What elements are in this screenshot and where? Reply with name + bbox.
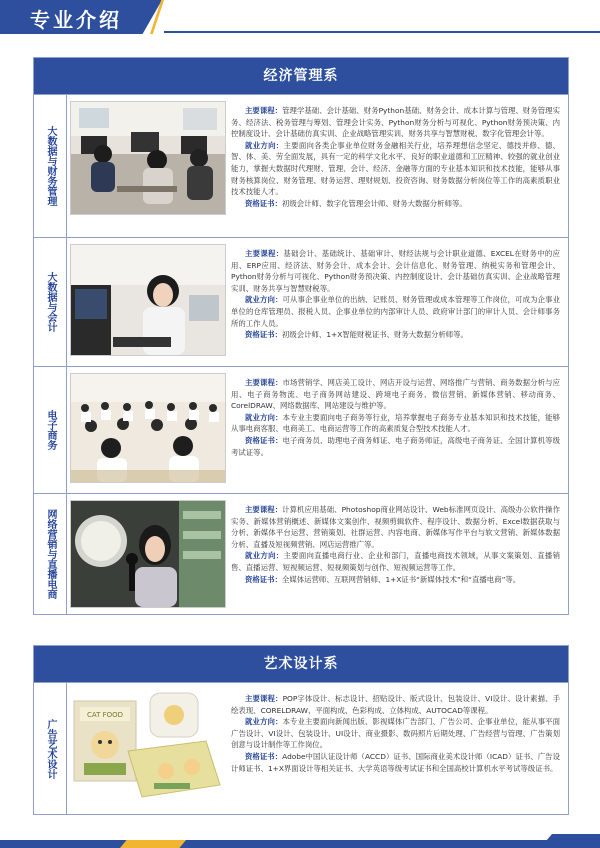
courses-label: 主要课程： <box>245 249 284 258</box>
livestream-photo <box>70 500 226 608</box>
courses-label: 主要课程： <box>245 505 283 514</box>
cert-label: 资格证书： <box>245 435 283 445</box>
major-description <box>231 377 560 458</box>
cert-label: 资格证书： <box>245 198 282 208</box>
major-description <box>231 693 560 774</box>
direction-text: 可从事企事业单位的出纳、记账员、财务管理或成本管理等工作岗位，可成为企事业单位的仓库管理员、报税人员、企事业单位的内部审计人员、政府审计部门的审计人员、会计师事务所的工作人员。 <box>231 295 560 328</box>
direction-label: 就业方向： <box>245 412 283 422</box>
student-computer-photo <box>70 244 226 356</box>
footer-corner <box>540 834 600 848</box>
major-name: 广告艺术设计 <box>45 718 56 779</box>
cert-text: 电子商务员、助理电子商务师证、电子商务师证，高级电子商务证、全国计算机等级考试证等。 <box>231 435 560 457</box>
courses-text: 管理学基础、会计基础、财务Python基础、财务会计、成本计算与管理、财务管理实务、经济法、税务管理与筹划、管理会计实务、Python财务分析与可视化、Python财务预决策、内控制度设计、会计基础仿真实训、企业战略管理实训、财务共享与智慧财税、数字化管理会计等。 <box>231 106 560 139</box>
major-row <box>34 493 568 614</box>
major-name: 网络营销与直播电商 <box>45 509 56 599</box>
major-description <box>231 504 560 585</box>
major-name: 电子商务 <box>45 410 56 450</box>
title-underline <box>164 31 600 33</box>
cert-text: Adobe中国认证设计师（ACCD）证书、国际商业美术设计师（ICAD）证书、广告设计师证书、1+X界面设计等相关证书、大学英语等级考试证书和全国高校计算机水平考试等级证书。 <box>231 751 560 773</box>
cert-text: 全媒体运营师、互联网营销师、1+X证书“新媒体技术”和“直播电商”等。 <box>281 574 521 584</box>
section-art-design <box>33 645 569 815</box>
section-title: 艺术设计系 <box>34 646 568 682</box>
cert-label: 资格证书： <box>245 330 282 340</box>
major-row <box>34 366 568 493</box>
direction-label: 就业方向： <box>245 140 284 150</box>
direction-text: 主要面向各类企事业单位财务金融相关行业，培养理想信念坚定、德技并修、德、智、体、美、劳全面发展，具有一定的科学文化水平、良好的职业道德和工匠精神、较强的就业创业能力，掌握大数据时代理财、管理、会计、经济、金融等方面的专业基本知识和技术技能，能够从事财务核算岗位、财务管理、财务运营、理财规划、投资咨询、财务数据分析岗位等工作的高素质职业技术技能人才。 <box>231 140 560 197</box>
major-row <box>34 94 568 237</box>
classroom-photo <box>70 101 226 215</box>
cert-text: 初级会计师、1+X智能财税证书、财务大数据分析师等。 <box>281 330 468 340</box>
footer-bar <box>0 834 600 848</box>
courses-text: 计算机应用基础、Photoshop商业网站设计、Web标准网页设计、高级办公软件操作实务、新媒体营销概述、新媒体文案创作、视频剪辑软件、程序设计、数据分析、Excel数据获取与分析、新媒体平台运营、营销策划、社群运营、内容电商、新媒体写作平台与软文营销、新媒体数据分析、直播及短视频营销、网店运营推广等。 <box>231 505 560 549</box>
direction-text: 本专业主要面向电子商务等行业，培养掌握电子商务专业基本知识和技术技能，能够从事电商客服、电商美工、电商运营等工作的高素质复合型技术技能人才。 <box>231 412 560 434</box>
major-name: 大数据与会计 <box>45 272 56 332</box>
courses-label: 主要课程： <box>245 106 283 115</box>
footer-accent <box>120 840 186 848</box>
courses-text: POP字体设计、标志设计、招贴设计、版式设计、包装设计、VI设计、设计素描、手绘表现、CORELDRAW、平面构成、色彩构成、立体构成、AUTOCAD等课程。 <box>231 694 560 715</box>
svg-text:CAT FOOD: CAT FOOD <box>86 711 124 719</box>
major-name: 大数据与财务管理 <box>45 126 56 206</box>
courses-text: 市场营销学、网店美工设计、网店开设与运营、网络推广与营销、商务数据分析与应用、电子商务物流、电子商务网站建设、跨境电子商务、微信营销、新媒体营销、移动商务、CorelDRAW、网络数据库、网站建设与维护等。 <box>231 378 560 411</box>
section-economics <box>33 57 569 615</box>
cert-text: 初级会计师、数字化管理会计师、财务大数据分析师等。 <box>281 198 467 208</box>
direction-label: 就业方向： <box>245 295 283 305</box>
courses-text: 基础会计、基础统计、基础审计、财经法规与会计职业道德、EXCEL在财务中的应用、ERP应用、经济法、财务会计、成本会计、会计信息化、财务管理、纳税实务和管理会计、Python财务分析与可视化、Python财务预决策、内控制度设计、会计基础仿真实训、企业战略管理实训、财务共享与智慧财税等。 <box>231 249 560 293</box>
page-title: 专业介绍 <box>30 8 122 32</box>
major-name-cell <box>34 367 67 493</box>
lecture-hall-photo <box>70 373 226 483</box>
design-works-photo <box>70 689 224 803</box>
cert-label: 资格证书： <box>245 751 283 761</box>
page-header <box>0 0 600 34</box>
footer-stripe <box>0 840 600 848</box>
major-name-cell <box>34 683 67 814</box>
direction-text: 本专业主要面向新闻出版、影视媒体广告部门、广告公司、企事业单位，能从事平面广告设计、VI设计、包装设计、UI设计、商业摄影、数码照片后期处理、广告经营与管理、广告策划创意与设计制作等工作岗位。 <box>231 717 560 750</box>
direction-text: 主要面向直播电商行业、企业和部门，直播电商技术领域，从事文案策划、直播销售、直播运营、短视频运营、短视频策划与创作、短视频运营等工作。 <box>231 551 560 572</box>
major-row <box>34 682 568 814</box>
major-name-cell <box>34 238 67 366</box>
direction-label: 就业方向： <box>245 551 284 561</box>
major-description <box>231 248 560 341</box>
major-name-cell <box>34 494 67 614</box>
major-row <box>34 237 568 366</box>
major-name-cell <box>34 95 67 237</box>
cert-label: 资格证书： <box>245 574 282 584</box>
courses-label: 主要课程： <box>245 378 283 387</box>
direction-label: 就业方向： <box>245 717 283 727</box>
courses-label: 主要课程： <box>245 694 283 703</box>
section-title: 经济管理系 <box>34 58 568 94</box>
major-description <box>231 105 560 209</box>
